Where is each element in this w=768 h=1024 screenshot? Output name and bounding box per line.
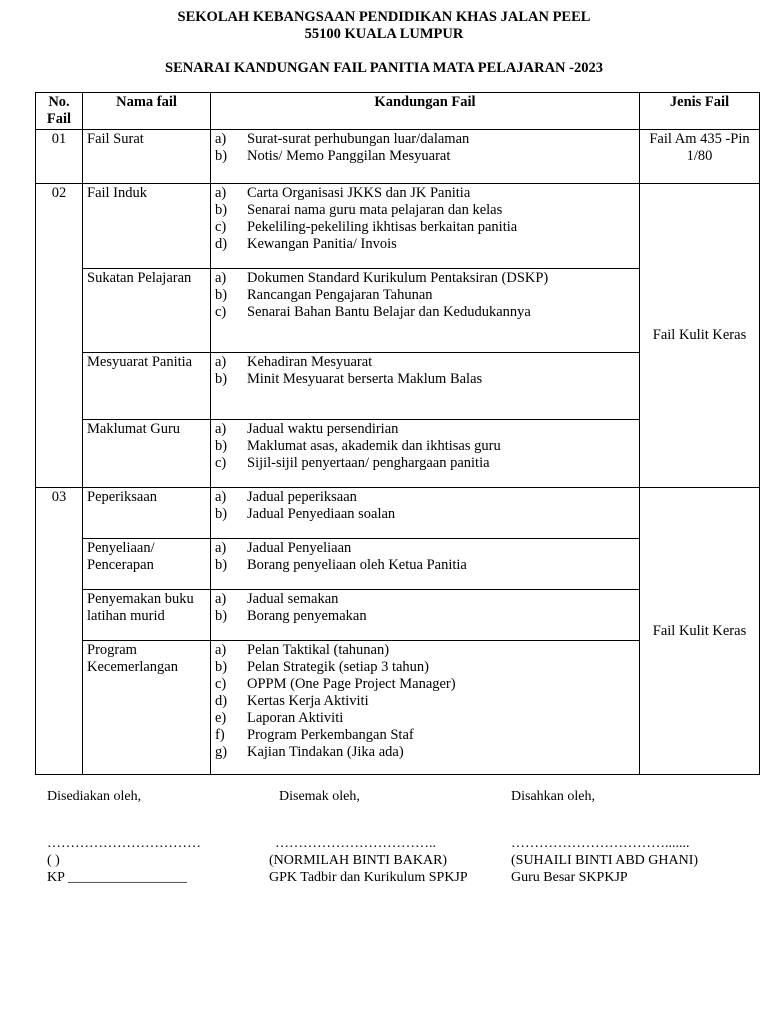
- file-contents-table: [35, 92, 760, 775]
- item-letter: a): [215, 642, 227, 658]
- list-item: [215, 287, 635, 304]
- signature-label: Disahkan oleh,: [511, 789, 595, 804]
- table-row: [36, 130, 760, 184]
- item-text: Sijil-sijil penyertaan/ penghargaan panitia: [247, 455, 490, 471]
- item-letter: a): [215, 489, 227, 505]
- table-row: [36, 184, 760, 269]
- file-contents: [211, 590, 640, 641]
- list-item: [215, 591, 635, 608]
- item-text: Pelan Strategik (setiap 3 tahun): [247, 659, 430, 675]
- file-type: Fail Am 435 -Pin 1/80: [640, 130, 760, 184]
- file-name: Fail Surat: [83, 130, 211, 184]
- file-name: Penyeliaan/ Pencerapan: [83, 539, 211, 590]
- file-type: Fail Kulit Keras: [640, 184, 760, 488]
- item-letter: d): [215, 236, 228, 252]
- item-text: Borang penyeliaan oleh Ketua Panitia: [247, 557, 467, 573]
- item-text: OPPM (One Page Project Manager): [247, 676, 456, 692]
- item-letter: a): [215, 591, 227, 607]
- item-letter: c): [215, 455, 227, 471]
- list-item: [215, 354, 635, 371]
- list-item: [215, 642, 635, 659]
- item-text: Jadual semakan: [247, 591, 339, 607]
- signature-line: …………………………….......: [511, 836, 690, 851]
- file-contents: [211, 420, 640, 488]
- table-header-row: [36, 93, 760, 130]
- signature-name: (SUHAILI BINTI ABD GHANI): [511, 853, 699, 868]
- file-number: 03: [36, 488, 83, 775]
- item-letter: b): [215, 202, 228, 218]
- item-text: Dokumen Standard Kurikulum Pentaksiran (DSKP): [247, 270, 549, 286]
- file-contents: [211, 353, 640, 420]
- file-contents: [211, 641, 640, 775]
- list-item: [215, 202, 635, 219]
- item-text: Laporan Aktiviti: [247, 710, 344, 726]
- file-name: Sukatan Pelajaran: [83, 269, 211, 353]
- item-text: Surat-surat perhubungan luar/dalaman: [247, 131, 470, 147]
- list-item: [215, 744, 635, 761]
- item-letter: a): [215, 270, 227, 286]
- item-text: Jadual Penyeliaan: [247, 540, 352, 556]
- list-item: [215, 270, 635, 287]
- item-text: Maklumat asas, akademik dan ikhtisas guru: [247, 438, 501, 454]
- item-letter: d): [215, 693, 228, 709]
- file-contents: [211, 488, 640, 539]
- header-kandungan: Kandungan Fail: [211, 93, 640, 130]
- list-item: [215, 438, 635, 455]
- item-letter: c): [215, 219, 227, 235]
- item-text: Minit Mesyuarat berserta Maklum Balas: [247, 371, 483, 387]
- list-item: [215, 506, 635, 523]
- item-text: Program Perkembangan Staf: [247, 727, 414, 743]
- item-text: Kertas Kerja Aktiviti: [247, 693, 369, 709]
- list-item: [215, 693, 635, 710]
- item-letter: f): [215, 727, 225, 743]
- file-number: 01: [36, 130, 83, 184]
- list-item: [215, 185, 635, 202]
- item-text: Pekeliling-pekeliling ikhtisas berkaitan panitia: [247, 219, 518, 235]
- item-letter: b): [215, 557, 228, 573]
- item-text: Senarai Bahan Bantu Belajar dan Kedudukannya: [247, 304, 531, 320]
- list-item: [215, 659, 635, 676]
- list-item: [215, 727, 635, 744]
- list-item: [215, 304, 635, 321]
- item-letter: b): [215, 608, 228, 624]
- item-text: Jadual waktu persendirian: [247, 421, 399, 437]
- item-text: Carta Organisasi JKKS dan JK Panitia: [247, 185, 471, 201]
- header-nama: Nama fail: [83, 93, 211, 130]
- item-text: Jadual Penyediaan soalan: [247, 506, 396, 522]
- item-letter: e): [215, 710, 227, 726]
- list-item: [215, 455, 635, 472]
- list-item: [215, 710, 635, 727]
- item-text: Pelan Taktikal (tahunan): [247, 642, 390, 658]
- list-item: [215, 219, 635, 236]
- file-name: Peperiksaan: [83, 488, 211, 539]
- list-item: [215, 371, 635, 388]
- table-body: [36, 130, 760, 775]
- item-text: Rancangan Pengajaran Tahunan: [247, 287, 433, 303]
- signature-checked: [269, 788, 468, 886]
- item-letter: b): [215, 148, 228, 164]
- item-letter: b): [215, 371, 228, 387]
- item-letter: b): [215, 287, 228, 303]
- file-name: Maklumat Guru: [83, 420, 211, 488]
- file-contents: [211, 269, 640, 353]
- item-letter: b): [215, 659, 228, 675]
- item-letter: a): [215, 131, 227, 147]
- list-item: [215, 676, 635, 693]
- list-item: [215, 489, 635, 506]
- signature-label: Disediakan oleh,: [47, 789, 142, 804]
- header-jenis: Jenis Fail: [640, 93, 760, 130]
- table-row: [36, 488, 760, 539]
- list-item: [215, 421, 635, 438]
- item-letter: b): [215, 506, 228, 522]
- list-item: [215, 131, 635, 148]
- signature-name: (NORMILAH BINTI BAKAR): [269, 853, 448, 868]
- item-text: Kewangan Panitia/ Invois: [247, 236, 397, 252]
- list-item: [215, 557, 635, 574]
- item-text: Senarai nama guru mata pelajaran dan kelas: [247, 202, 503, 218]
- file-number: 02: [36, 184, 83, 488]
- file-contents: [211, 539, 640, 590]
- document-title: SENARAI KANDUNGAN FAIL PANITIA MATA PELAJARAN -2023: [165, 60, 603, 76]
- item-text: Borang penyemakan: [247, 608, 367, 624]
- file-type: Fail Kulit Keras: [640, 488, 760, 775]
- item-letter: a): [215, 354, 227, 370]
- list-item: [215, 148, 635, 165]
- school-name: SEKOLAH KEBANGSAAN PENDIDIKAN KHAS JALAN PEEL: [177, 9, 591, 25]
- signature-role: GPK Tadbir dan Kurikulum SPKJP: [269, 870, 468, 885]
- signature-line: ……………………………..: [275, 836, 436, 851]
- file-contents: [211, 184, 640, 269]
- item-letter: a): [215, 185, 227, 201]
- item-text: Notis/ Memo Panggilan Mesyuarat: [247, 148, 451, 164]
- item-text: Kehadiran Mesyuarat: [247, 354, 373, 370]
- signature-role: KP _________________: [47, 870, 187, 885]
- list-item: [215, 540, 635, 557]
- signature-approved: [511, 788, 698, 886]
- item-letter: c): [215, 304, 227, 320]
- signature-label: Disemak oleh,: [279, 789, 360, 804]
- item-text: Jadual peperiksaan: [247, 489, 357, 505]
- list-item: [215, 236, 635, 253]
- file-name: Penyemakan buku latihan murid: [83, 590, 211, 641]
- file-contents: [211, 130, 640, 184]
- signature-prepared: [47, 788, 201, 886]
- list-item: [215, 608, 635, 625]
- file-name: Mesyuarat Panitia: [83, 353, 211, 420]
- item-letter: a): [215, 421, 227, 437]
- signature-role: Guru Besar SKPKJP: [511, 870, 628, 885]
- file-name: Program Kecemerlangan: [83, 641, 211, 775]
- signature-line: ……………………………: [47, 836, 201, 851]
- file-name: Fail Induk: [83, 184, 211, 269]
- item-letter: a): [215, 540, 227, 556]
- item-text: Kajian Tindakan (Jika ada): [247, 744, 404, 760]
- header-no: No. Fail: [36, 93, 83, 130]
- signature-name: ( ): [47, 853, 60, 868]
- school-address: 55100 KUALA LUMPUR: [304, 26, 464, 42]
- item-letter: c): [215, 676, 227, 692]
- item-letter: g): [215, 744, 228, 760]
- item-letter: b): [215, 438, 228, 454]
